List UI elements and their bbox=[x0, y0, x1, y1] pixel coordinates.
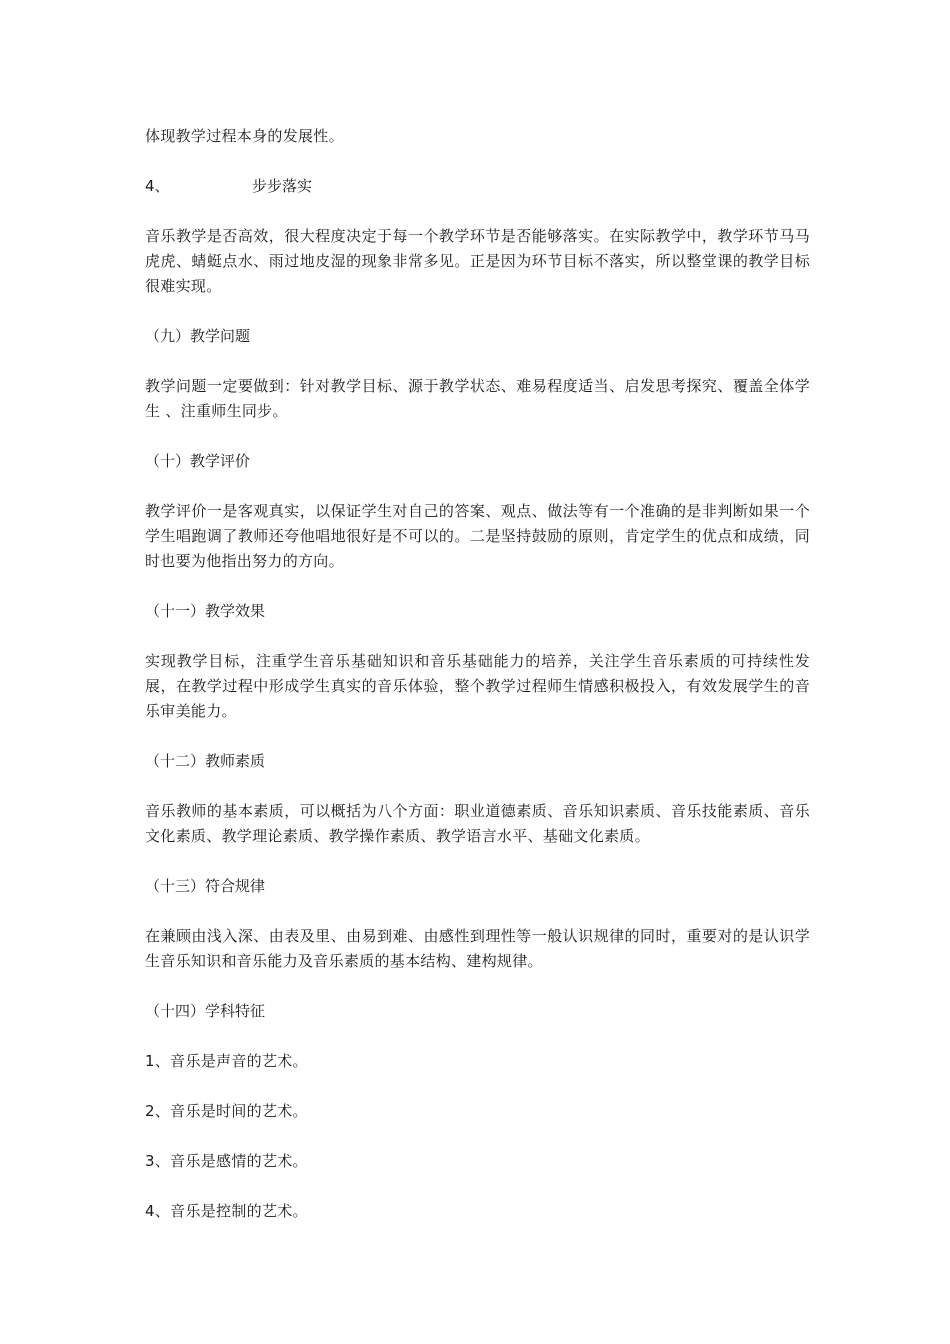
step-number: 4、 bbox=[145, 177, 170, 195]
section-heading-teacher-quality: （十二）教师素质 bbox=[145, 752, 266, 770]
list-item: 2、音乐是时间的艺术。 bbox=[145, 1102, 308, 1120]
paragraph-rules: 在兼顾由浅入深、由表及里、由易到难、由感性到理性等一般认识规律的同时，重要对的是认识学生音乐知识和音乐能力及音乐素质的基本结构、建构规律。 bbox=[145, 927, 810, 970]
section-heading-subject-features: （十四）学科特征 bbox=[145, 1002, 266, 1020]
section-heading-rules: （十三）符合规律 bbox=[145, 877, 266, 895]
paragraph-implementation: 音乐教学是否高效，很大程度决定于每一个教学环节是否能够落实。在实际教学中，教学环节马马虎虎、蜻蜓点水、雨过地皮湿的现象非常多见。正是因为环节目标不落实，所以整堂课的教学目标很难实现。 bbox=[145, 227, 810, 295]
document-body bbox=[145, 124, 810, 1249]
step-title: 步步落实 bbox=[252, 177, 313, 195]
list-item: 3、音乐是感情的艺术。 bbox=[145, 1152, 308, 1170]
section-heading-effect: （十一）教学效果 bbox=[145, 602, 266, 620]
list-item: 1、音乐是声音的艺术。 bbox=[145, 1052, 308, 1070]
paragraph-effect: 实现教学目标，注重学生音乐基础知识和音乐基础能力的培养，关注学生音乐素质的可持续性发展，在教学过程中形成学生真实的音乐体验，整个教学过程师生情感积极投入，有效发展学生的音乐审美能力。 bbox=[145, 652, 810, 720]
paragraph-evaluation: 教学评价一是客观真实，以保证学生对自己的答案、观点、做法等有一个准确的是非判断如果一个学生唱跑调了教师还夸他唱地很好是不可以的。二是坚持鼓励的原则，肯定学生的优点和成绩，同时也要为他指出努力的方向。 bbox=[145, 502, 810, 570]
step-heading bbox=[145, 174, 810, 199]
section-heading-questions: （九）教学问题 bbox=[145, 327, 251, 345]
paragraph-teacher-quality: 音乐教师的基本素质，可以概括为八个方面：职业道德素质、音乐知识素质、音乐技能素质、音乐文化素质、教学理论素质、教学操作素质、教学语言水平、基础文化素质。 bbox=[145, 802, 810, 845]
list-item: 4、音乐是控制的艺术。 bbox=[145, 1202, 308, 1220]
section-heading-evaluation: （十）教学评价 bbox=[145, 452, 251, 470]
paragraph-development: 体现教学过程本身的发展性。 bbox=[145, 127, 344, 145]
paragraph-questions: 教学问题一定要做到：针对教学目标、源于教学状态、难易程度适当、启发思考探究、覆盖全体学生 、注重师生同步。 bbox=[145, 377, 810, 420]
